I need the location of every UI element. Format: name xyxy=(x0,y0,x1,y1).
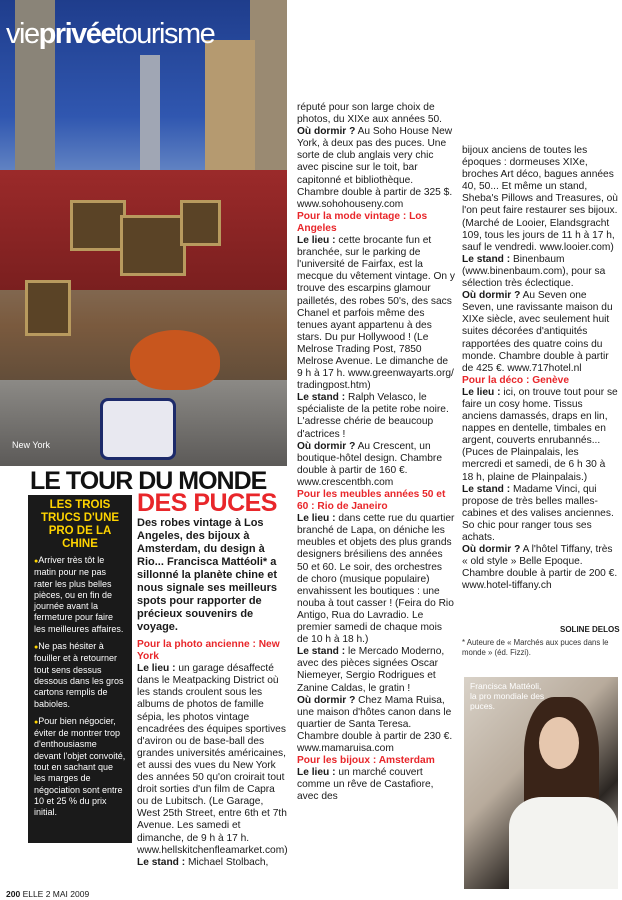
author-credit: SOLINE DELOS xyxy=(560,625,620,634)
tip-item: ● Ne pas hésiter à fouiller et à retourner tout sens dessus dessous dans les gros cartons remplis de babioles. xyxy=(34,641,126,710)
photo-caption: New York xyxy=(12,440,51,450)
article-title-line1: LE TOUR DU MONDE xyxy=(30,467,267,495)
paragraph: Le lieu : cette brocante fun et branchée, sur le parking de l'université de Fairfax, est la mecque du vêtement vintage. On y trouve des escarpins glamour pailletés, des robes 50's, des sacs Chanel et parfois même des tenues ayant appartenu à des stars. Du pur Hollywood ! (Le Melrose Trading Post, 7850 Melrose Avenue. Le dimanche de 9 h à 17 h. www.greenwayarts.org/ tradingpost.htm) xyxy=(297,235,455,392)
text-column-2 xyxy=(297,102,455,803)
paragraph: Le lieu : un marché couvert comme un rêve de Castafiore, avec des xyxy=(297,767,434,803)
paragraph: Le lieu : dans cette rue du quartier branché de Lapa, on déniche les meubles et objets des plus grands designers brésiliens des années 50 et 60. Le soir, des orchestres de choro (musique populaire) envahissent les boutiques : une nouba à tout casser ! (Feira do Rio Antigo, Rua do Lavradio. Le premier samedi de chaque mois de 10 h à 18 h.) xyxy=(297,513,455,646)
paragraph: Le stand : Madame Vinci, qui propose de très belles malles-cabines et des valises anciennes. So chic pour ranger tous ses achats. xyxy=(462,483,614,543)
paragraph: bijoux anciens de toutes les époques : dormeuses XIXe, broches Art déco, bagues années 40, 50... Et même un stand, Sheba's Pillows and Treasures, où l'on peut faire restaurer ses bijoux. (Marché de Looier, Elandsgracht 109, tous les jours de 11 h à 17 h, sauf le vendredi. www.looier.com) xyxy=(462,145,618,253)
paragraph: Le stand : Binenbaum (www.binenbaum.com), pour sa sélection très éclectique. xyxy=(462,253,606,290)
paragraph: Le lieu : un garage désaffecté dans le Meatpacking District où les stands croulent sous les albums de photos de famille sépia, les photos vintage encadrées des équipes sportives d'aviron ou de base-ball des grandes universités américaines, et aussi des vues du New York des années 50 qu'on croirait tout droit sorties d'un film de Capra ou de Lubitsch. (Le Garage, West 25th Street, entre 6th et 7th Avenue. Les samedi et dimanche, de 9 h à 17 h. www.hellskitchenfleamarket.com) xyxy=(137,663,288,856)
magazine-issue: ELLE 2 MAI 2009 xyxy=(22,889,90,899)
section-heading-losangeles: Pour la mode vintage : Los Angeles xyxy=(297,210,428,234)
paragraph: Le stand : Michael Stolbach, xyxy=(137,856,269,868)
duffel-bag-image xyxy=(100,398,176,460)
paragraph: Où dormir ? Au Seven one Seven, une ravissante maison du XIXe siècle, avec seulement huit suites décorées d'antiquités rapportées des quatre coins du monde. Chambre double à partir de 425 €. www.717hotel.nl xyxy=(462,290,613,374)
flea-market-photo xyxy=(0,0,287,466)
paragraph: Le stand : Ralph Velasco, le spécialiste de la petite robe noire. L'adresse chérie de beaucoup d'actrices ! xyxy=(297,392,449,440)
section-heading-rio: Pour les meubles années 50 et 60 : Rio de Janeiro xyxy=(297,489,446,513)
paragraph: Le stand : le Mercado Moderno, avec des pièces signées Oscar Niemeyer, Sergio Rodrigues et Zanine Caldas, le gratin ! xyxy=(297,646,445,694)
section-heading-geneve: Pour la déco : Genève xyxy=(462,374,570,386)
paragraph: Où dormir ? Chez Mama Ruisa, une maison d'hôtes canon dans le quartier de Santa Teresa. Chambre double à partir de 230 €. www.mamaruisa.com xyxy=(297,694,453,754)
article-lead: Des robes vintage à Los Angeles, des bijoux à Amsterdam, du design à Rio... Francisca Mattéoli* a sillonné la planète chine et nous signale ses meilleurs spots pour rapporter de précieux souvenirs de voyage. xyxy=(137,517,278,633)
sidebar-heading: LES TROIS TRUCS D'UNE PRO DE LA CHINE xyxy=(40,499,120,550)
section-heading-newyork: Pour la photo ancienne : New York xyxy=(137,639,280,663)
paragraph: Le lieu : ici, on trouve tout pour se faire un cosy home. Tissus anciens damassés, draps en lin, nappes en dentelle, timbales en argent, couverts enrubannés... (Puces de Plainpalais, les mercredi et samedi, de 6 h 30 à 18 h, plaine de Plainpalais.) xyxy=(462,386,618,483)
tip-item: ● Pour bien négocier, éviter de montrer trop d'enthousiasme devant l'objet convoité, tout en sachant que les marges de négociation sont entre 10 et 25 % du prix initial. xyxy=(34,716,126,819)
page-footer xyxy=(6,889,89,899)
tips-sidebar xyxy=(28,495,132,843)
paragraph: Où dormir ? Au Crescent, un boutique-hôtel design. Chambre double à partir de 160 €. www.crescentbh.com xyxy=(297,440,442,488)
section-header: vieprivéetourisme xyxy=(6,18,215,50)
author-footnote: * Auteure de « Marchés aux puces dans le monde » (éd. Fizzi). xyxy=(462,638,609,657)
text-column-3 xyxy=(462,145,618,592)
tip-item: ● Arriver très tôt le matin pour ne pas rater les plus belles pièces, ou en fin de journée avant la fermeture pour faire les meilleures affaires. xyxy=(34,555,126,635)
section-heading-amsterdam: Pour les bijoux : Amsterdam xyxy=(297,755,435,767)
page-number: 200 xyxy=(6,889,21,899)
paragraph: réputé pour son large choix de photos, du XIXe aux années 50. xyxy=(297,102,442,126)
article-title-line2: DES PUCES xyxy=(137,489,277,517)
text-column-1 xyxy=(137,517,287,869)
paragraph: Où dormir ? Au Soho House New York, à deux pas des puces. Une sorte de club anglais very chic avec piscine sur le toit, bar capitonné et bibliothèque. Chambre double à partir de 325 $. www.sohohouseny.com xyxy=(297,126,453,210)
portrait-caption: Francisca Mattéoli, la pro mondiale des puces. xyxy=(470,681,545,711)
paragraph: Où dormir ? A l'hôtel Tiffany, très « old style » Belle Epoque. Chambre double à partir de 200 €. www.hotel-tiffany.ch xyxy=(462,544,618,592)
